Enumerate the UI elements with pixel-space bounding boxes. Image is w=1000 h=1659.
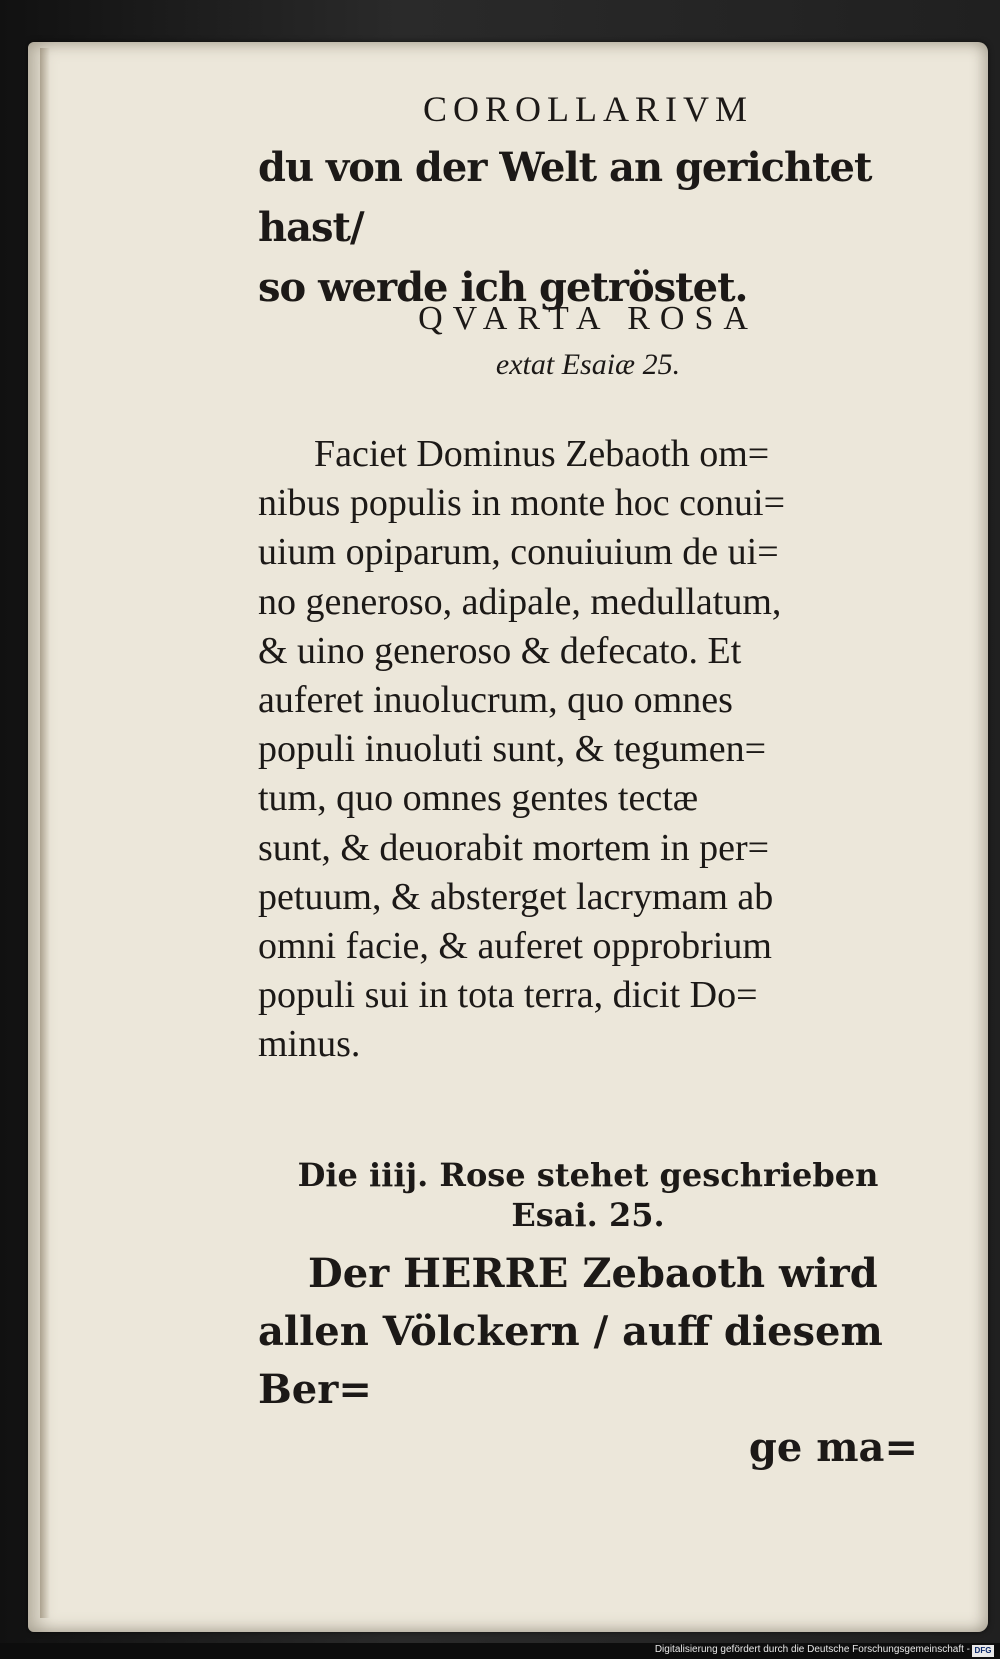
german-top-paragraph bbox=[258, 138, 918, 318]
german-section-heading bbox=[258, 1155, 918, 1235]
german-top-line: so werde ich getröstet. bbox=[258, 264, 748, 311]
german-heading-line: Die iiij. Rose stehet geschrieben bbox=[297, 1156, 879, 1194]
latin-line: sunt, & deuorabit mortem in per= bbox=[258, 826, 770, 869]
german-body-line: allen Völckern / auff diesem Ber= bbox=[258, 1308, 883, 1413]
latin-line: & uino generoso & defecato. Et bbox=[258, 629, 742, 672]
section-subheading: extat Esaiæ 25. bbox=[495, 348, 681, 381]
german-body-line: Der HERRE Zebaoth wird bbox=[308, 1250, 878, 1297]
latin-line: nibus populis in monte hoc conui= bbox=[258, 482, 786, 525]
german-heading-line: Esai. 25. bbox=[511, 1196, 665, 1234]
latin-line: petuum, & absterget lacrymam ab bbox=[258, 875, 774, 918]
german-body-paragraph bbox=[258, 1245, 918, 1477]
dfg-logo: DFG bbox=[972, 1645, 994, 1657]
latin-line: uium opiparum, conuiuium de ui= bbox=[258, 531, 779, 574]
latin-line: populi sui in tota terra, dicit Do= bbox=[258, 974, 758, 1017]
latin-body-paragraph bbox=[258, 430, 918, 1070]
latin-line: no generoso, adipale, medullatum, bbox=[258, 580, 782, 623]
page-gutter-shadow bbox=[40, 48, 50, 1618]
german-top-line: du von der Welt an gerichtet hast/ bbox=[258, 144, 872, 251]
section-heading: QVARTA ROSA bbox=[418, 300, 758, 337]
latin-line: populi inuoluti sunt, & tegumen= bbox=[258, 728, 767, 771]
latin-line: auferet inuolucrum, quo omnes bbox=[258, 679, 733, 722]
funding-credit: Digitalisierung gefördert durch die Deutsche Forschungsgemeinschaft - bbox=[654, 1644, 970, 1655]
running-head: COROLLARIVM bbox=[422, 89, 753, 129]
latin-line: Faciet Dominus Zebaoth om= bbox=[314, 433, 770, 475]
latin-line: minus. bbox=[258, 1023, 361, 1066]
latin-line: tum, quo omnes gentes tectæ bbox=[258, 777, 699, 820]
catchword: ge ma= bbox=[748, 1424, 918, 1471]
latin-line: omni facie, & auferet opprobrium bbox=[258, 925, 772, 968]
